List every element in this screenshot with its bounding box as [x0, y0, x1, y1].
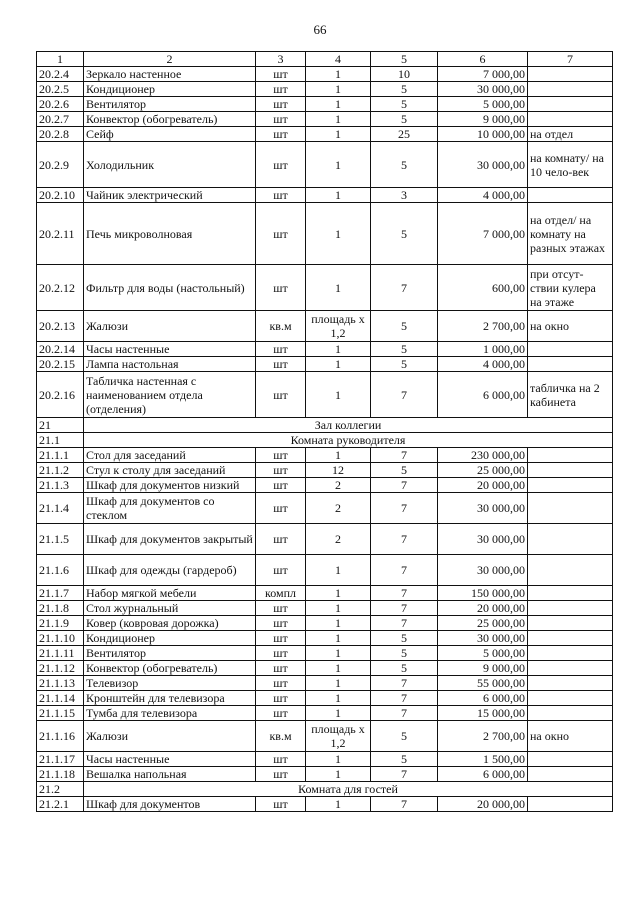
- quantity-cell: 1: [306, 616, 371, 631]
- table-row: [37, 601, 613, 616]
- note-cell: [528, 767, 613, 782]
- price-cell: 30 000,00: [438, 555, 528, 586]
- unit-cell: шт: [256, 372, 306, 418]
- service-life-cell: 7: [371, 448, 438, 463]
- service-life-cell: 7: [371, 691, 438, 706]
- item-code-cell: 21.1.5: [37, 524, 84, 555]
- section-code: 21.2: [37, 782, 84, 797]
- service-life-cell: 7: [371, 601, 438, 616]
- price-cell: 30 000,00: [438, 142, 528, 188]
- item-code-cell: 20.2.10: [37, 188, 84, 203]
- item-code-cell: 21.1.4: [37, 493, 84, 524]
- quantity-cell: 1: [306, 661, 371, 676]
- item-name-cell: Чайник электрический: [84, 188, 256, 203]
- quantity-cell: 1: [306, 342, 371, 357]
- table-row: [37, 767, 613, 782]
- table-row: [37, 127, 613, 142]
- table-row: [37, 721, 613, 752]
- unit-cell: шт: [256, 676, 306, 691]
- item-name-cell: Кронштейн для телевизора: [84, 691, 256, 706]
- unit-cell: кв.м: [256, 311, 306, 342]
- item-name-cell: Часы настенные: [84, 752, 256, 767]
- unit-cell: шт: [256, 448, 306, 463]
- price-cell: 20 000,00: [438, 478, 528, 493]
- service-life-cell: 3: [371, 188, 438, 203]
- service-life-cell: 5: [371, 631, 438, 646]
- service-life-cell: 7: [371, 616, 438, 631]
- item-name-cell: Шкаф для документов со стеклом: [84, 493, 256, 524]
- table-row: [37, 67, 613, 82]
- item-name-cell: Лампа настольная: [84, 357, 256, 372]
- item-name-cell: Ковер (ковровая дорожка): [84, 616, 256, 631]
- unit-cell: шт: [256, 188, 306, 203]
- item-name-cell: Тумба для телевизора: [84, 706, 256, 721]
- quantity-cell: 1: [306, 67, 371, 82]
- item-code-cell: 20.2.8: [37, 127, 84, 142]
- service-life-cell: 25: [371, 127, 438, 142]
- section-row: [37, 418, 613, 433]
- item-name-cell: Жалюзи: [84, 311, 256, 342]
- price-cell: 5 000,00: [438, 646, 528, 661]
- service-life-cell: 7: [371, 797, 438, 812]
- header-cell: 3: [256, 52, 306, 67]
- item-code-cell: 20.2.12: [37, 265, 84, 311]
- quantity-cell: 1: [306, 265, 371, 311]
- note-cell: [528, 342, 613, 357]
- price-cell: 2 700,00: [438, 721, 528, 752]
- header-cell: 4: [306, 52, 371, 67]
- item-code-cell: 20.2.6: [37, 97, 84, 112]
- page-number: 66: [313, 22, 327, 37]
- item-code-cell: 21.1.1: [37, 448, 84, 463]
- service-life-cell: 7: [371, 524, 438, 555]
- item-name-cell: Вешалка напольная: [84, 767, 256, 782]
- item-name-cell: Шкаф для документов низкий: [84, 478, 256, 493]
- note-cell: при отсут-ствии кулера на этаже: [528, 265, 613, 311]
- table-row: [37, 82, 613, 97]
- item-code-cell: 21.1.13: [37, 676, 84, 691]
- quantity-cell: площадь х 1,2: [306, 721, 371, 752]
- quantity-cell: 1: [306, 112, 371, 127]
- header-cell: 7: [528, 52, 613, 67]
- note-cell: [528, 188, 613, 203]
- quantity-cell: 1: [306, 555, 371, 586]
- table-row: [37, 691, 613, 706]
- price-cell: 6 000,00: [438, 767, 528, 782]
- price-cell: 20 000,00: [438, 601, 528, 616]
- unit-cell: шт: [256, 265, 306, 311]
- unit-cell: шт: [256, 142, 306, 188]
- table-row: [37, 797, 613, 812]
- item-name-cell: Фильтр для воды (настольный): [84, 265, 256, 311]
- service-life-cell: 7: [371, 372, 438, 418]
- price-cell: 7 000,00: [438, 203, 528, 265]
- note-cell: [528, 493, 613, 524]
- note-cell: [528, 631, 613, 646]
- item-name-cell: Конвектор (обогреватель): [84, 112, 256, 127]
- price-cell: 20 000,00: [438, 797, 528, 812]
- table-row: [37, 478, 613, 493]
- note-cell: [528, 448, 613, 463]
- table-row: [37, 493, 613, 524]
- quantity-cell: площадь х 1,2: [306, 311, 371, 342]
- price-cell: 2 700,00: [438, 311, 528, 342]
- note-cell: [528, 691, 613, 706]
- price-cell: 15 000,00: [438, 706, 528, 721]
- unit-cell: шт: [256, 752, 306, 767]
- section-code: 21.1: [37, 433, 84, 448]
- service-life-cell: 7: [371, 493, 438, 524]
- price-cell: 30 000,00: [438, 631, 528, 646]
- service-life-cell: 7: [371, 265, 438, 311]
- item-code-cell: 21.1.15: [37, 706, 84, 721]
- quantity-cell: 12: [306, 463, 371, 478]
- header-cell: 2: [84, 52, 256, 67]
- item-code-cell: 21.2.1: [37, 797, 84, 812]
- item-code-cell: 21.1.12: [37, 661, 84, 676]
- unit-cell: шт: [256, 493, 306, 524]
- unit-cell: шт: [256, 691, 306, 706]
- item-name-cell: Конвектор (обогреватель): [84, 661, 256, 676]
- table-row: [37, 631, 613, 646]
- section-title: Комната руководителя: [84, 433, 613, 448]
- table-row: [37, 463, 613, 478]
- section-code: 21: [37, 418, 84, 433]
- quantity-cell: 1: [306, 188, 371, 203]
- note-cell: [528, 586, 613, 601]
- quantity-cell: 1: [306, 97, 371, 112]
- item-code-cell: 21.1.7: [37, 586, 84, 601]
- quantity-cell: 1: [306, 767, 371, 782]
- quantity-cell: 2: [306, 478, 371, 493]
- price-cell: 6 000,00: [438, 691, 528, 706]
- unit-cell: шт: [256, 797, 306, 812]
- unit-cell: шт: [256, 203, 306, 265]
- service-life-cell: 5: [371, 311, 438, 342]
- service-life-cell: 7: [371, 586, 438, 601]
- item-name-cell: Печь микроволновая: [84, 203, 256, 265]
- table-row: [37, 97, 613, 112]
- unit-cell: шт: [256, 524, 306, 555]
- quantity-cell: 1: [306, 372, 371, 418]
- service-life-cell: 5: [371, 721, 438, 752]
- item-code-cell: 21.1.10: [37, 631, 84, 646]
- item-code-cell: 21.1.8: [37, 601, 84, 616]
- unit-cell: шт: [256, 342, 306, 357]
- item-name-cell: Жалюзи: [84, 721, 256, 752]
- table-row: [37, 188, 613, 203]
- note-cell: [528, 706, 613, 721]
- service-life-cell: 5: [371, 82, 438, 97]
- furniture-equipment-table: [36, 51, 613, 812]
- table-row: [37, 616, 613, 631]
- service-life-cell: 7: [371, 706, 438, 721]
- table-row: [37, 372, 613, 418]
- price-cell: 30 000,00: [438, 524, 528, 555]
- item-name-cell: Сейф: [84, 127, 256, 142]
- quantity-cell: 1: [306, 203, 371, 265]
- quantity-cell: 1: [306, 586, 371, 601]
- quantity-cell: 1: [306, 82, 371, 97]
- header-cell: 6: [438, 52, 528, 67]
- item-name-cell: Часы настенные: [84, 342, 256, 357]
- note-cell: [528, 357, 613, 372]
- note-cell: [528, 646, 613, 661]
- price-cell: 30 000,00: [438, 493, 528, 524]
- price-cell: 30 000,00: [438, 82, 528, 97]
- service-life-cell: 5: [371, 463, 438, 478]
- price-cell: 150 000,00: [438, 586, 528, 601]
- note-cell: [528, 82, 613, 97]
- quantity-cell: 1: [306, 691, 371, 706]
- unit-cell: шт: [256, 767, 306, 782]
- price-cell: 4 000,00: [438, 357, 528, 372]
- note-cell: [528, 797, 613, 812]
- item-code-cell: 20.2.11: [37, 203, 84, 265]
- item-name-cell: Телевизор: [84, 676, 256, 691]
- item-code-cell: 20.2.7: [37, 112, 84, 127]
- price-cell: 600,00: [438, 265, 528, 311]
- item-name-cell: Стол для заседаний: [84, 448, 256, 463]
- quantity-cell: 1: [306, 142, 371, 188]
- quantity-cell: 1: [306, 127, 371, 142]
- note-cell: [528, 676, 613, 691]
- quantity-cell: 1: [306, 797, 371, 812]
- item-code-cell: 20.2.4: [37, 67, 84, 82]
- quantity-cell: 1: [306, 752, 371, 767]
- item-name-cell: Набор мягкой мебели: [84, 586, 256, 601]
- unit-cell: шт: [256, 706, 306, 721]
- service-life-cell: 7: [371, 767, 438, 782]
- item-name-cell: Кондиционер: [84, 82, 256, 97]
- item-code-cell: 20.2.5: [37, 82, 84, 97]
- unit-cell: шт: [256, 631, 306, 646]
- quantity-cell: 1: [306, 601, 371, 616]
- unit-cell: шт: [256, 555, 306, 586]
- price-cell: 4 000,00: [438, 188, 528, 203]
- item-name-cell: Стол журнальный: [84, 601, 256, 616]
- section-row: [37, 433, 613, 448]
- item-name-cell: Стул к столу для заседаний: [84, 463, 256, 478]
- table-row: [37, 752, 613, 767]
- section-title: Комната для гостей: [84, 782, 613, 797]
- section-row: [37, 782, 613, 797]
- note-cell: [528, 601, 613, 616]
- price-cell: 1 000,00: [438, 342, 528, 357]
- service-life-cell: 5: [371, 342, 438, 357]
- quantity-cell: 1: [306, 646, 371, 661]
- item-code-cell: 21.1.18: [37, 767, 84, 782]
- item-name-cell: Табличка настенная с наименованием отдела (отделения): [84, 372, 256, 418]
- header-cell: 1: [37, 52, 84, 67]
- unit-cell: шт: [256, 82, 306, 97]
- note-cell: [528, 524, 613, 555]
- service-life-cell: 7: [371, 555, 438, 586]
- price-cell: 1 500,00: [438, 752, 528, 767]
- item-name-cell: Вентилятор: [84, 646, 256, 661]
- item-code-cell: 20.2.16: [37, 372, 84, 418]
- table-row: [37, 342, 613, 357]
- price-cell: 7 000,00: [438, 67, 528, 82]
- table-row: [37, 311, 613, 342]
- quantity-cell: 1: [306, 676, 371, 691]
- item-code-cell: 21.1.16: [37, 721, 84, 752]
- table-row: [37, 357, 613, 372]
- note-cell: на окно: [528, 721, 613, 752]
- note-cell: [528, 112, 613, 127]
- item-code-cell: 21.1.14: [37, 691, 84, 706]
- unit-cell: шт: [256, 478, 306, 493]
- header-cell: 5: [371, 52, 438, 67]
- table-row: [37, 524, 613, 555]
- service-life-cell: 5: [371, 97, 438, 112]
- header-row: [37, 52, 613, 67]
- item-code-cell: 21.1.3: [37, 478, 84, 493]
- service-life-cell: 7: [371, 676, 438, 691]
- service-life-cell: 5: [371, 203, 438, 265]
- item-name-cell: Кондиционер: [84, 631, 256, 646]
- item-name-cell: Шкаф для одежды (гардероб): [84, 555, 256, 586]
- item-code-cell: 20.2.15: [37, 357, 84, 372]
- unit-cell: шт: [256, 357, 306, 372]
- note-cell: табличка на 2 кабинета: [528, 372, 613, 418]
- quantity-cell: 2: [306, 493, 371, 524]
- price-cell: 25 000,00: [438, 616, 528, 631]
- table-row: [37, 448, 613, 463]
- unit-cell: шт: [256, 112, 306, 127]
- unit-cell: шт: [256, 127, 306, 142]
- table-row: [37, 676, 613, 691]
- unit-cell: шт: [256, 646, 306, 661]
- item-code-cell: 20.2.13: [37, 311, 84, 342]
- table-row: [37, 646, 613, 661]
- item-name-cell: Холодильник: [84, 142, 256, 188]
- note-cell: на окно: [528, 311, 613, 342]
- price-cell: 6 000,00: [438, 372, 528, 418]
- item-code-cell: 21.1.17: [37, 752, 84, 767]
- quantity-cell: 1: [306, 706, 371, 721]
- quantity-cell: 1: [306, 448, 371, 463]
- service-life-cell: 5: [371, 646, 438, 661]
- note-cell: [528, 661, 613, 676]
- section-title: Зал коллегии: [84, 418, 613, 433]
- table-row: [37, 555, 613, 586]
- unit-cell: шт: [256, 601, 306, 616]
- item-code-cell: 21.1.2: [37, 463, 84, 478]
- item-code-cell: 21.1.9: [37, 616, 84, 631]
- note-cell: на комнату/ на 10 чело-век: [528, 142, 613, 188]
- item-name-cell: Шкаф для документов: [84, 797, 256, 812]
- price-cell: 5 000,00: [438, 97, 528, 112]
- table-body: [37, 52, 613, 812]
- price-cell: 10 000,00: [438, 127, 528, 142]
- quantity-cell: 1: [306, 357, 371, 372]
- note-cell: [528, 555, 613, 586]
- table-row: [37, 142, 613, 188]
- note-cell: [528, 97, 613, 112]
- note-cell: на отдел: [528, 127, 613, 142]
- item-code-cell: 21.1.11: [37, 646, 84, 661]
- unit-cell: шт: [256, 661, 306, 676]
- service-life-cell: 5: [371, 357, 438, 372]
- unit-cell: компл: [256, 586, 306, 601]
- price-cell: 230 000,00: [438, 448, 528, 463]
- quantity-cell: 1: [306, 631, 371, 646]
- table-row: [37, 112, 613, 127]
- service-life-cell: 10: [371, 67, 438, 82]
- table-row: [37, 586, 613, 601]
- item-name-cell: Шкаф для документов закрытый: [84, 524, 256, 555]
- table-row: [37, 706, 613, 721]
- unit-cell: шт: [256, 67, 306, 82]
- unit-cell: шт: [256, 463, 306, 478]
- service-life-cell: 5: [371, 142, 438, 188]
- item-code-cell: 20.2.14: [37, 342, 84, 357]
- note-cell: [528, 478, 613, 493]
- quantity-cell: 2: [306, 524, 371, 555]
- item-code-cell: 20.2.9: [37, 142, 84, 188]
- price-cell: 9 000,00: [438, 661, 528, 676]
- note-cell: [528, 67, 613, 82]
- service-life-cell: 7: [371, 478, 438, 493]
- table-row: [37, 265, 613, 311]
- unit-cell: шт: [256, 97, 306, 112]
- unit-cell: кв.м: [256, 721, 306, 752]
- unit-cell: шт: [256, 616, 306, 631]
- service-life-cell: 5: [371, 752, 438, 767]
- price-cell: 9 000,00: [438, 112, 528, 127]
- item-code-cell: 21.1.6: [37, 555, 84, 586]
- table-row: [37, 661, 613, 676]
- note-cell: [528, 752, 613, 767]
- service-life-cell: 5: [371, 661, 438, 676]
- price-cell: 25 000,00: [438, 463, 528, 478]
- note-cell: на отдел/ на комнату на разных этажах: [528, 203, 613, 265]
- item-name-cell: Вентилятор: [84, 97, 256, 112]
- note-cell: [528, 616, 613, 631]
- table-row: [37, 203, 613, 265]
- note-cell: [528, 463, 613, 478]
- service-life-cell: 5: [371, 112, 438, 127]
- item-name-cell: Зеркало настенное: [84, 67, 256, 82]
- price-cell: 55 000,00: [438, 676, 528, 691]
